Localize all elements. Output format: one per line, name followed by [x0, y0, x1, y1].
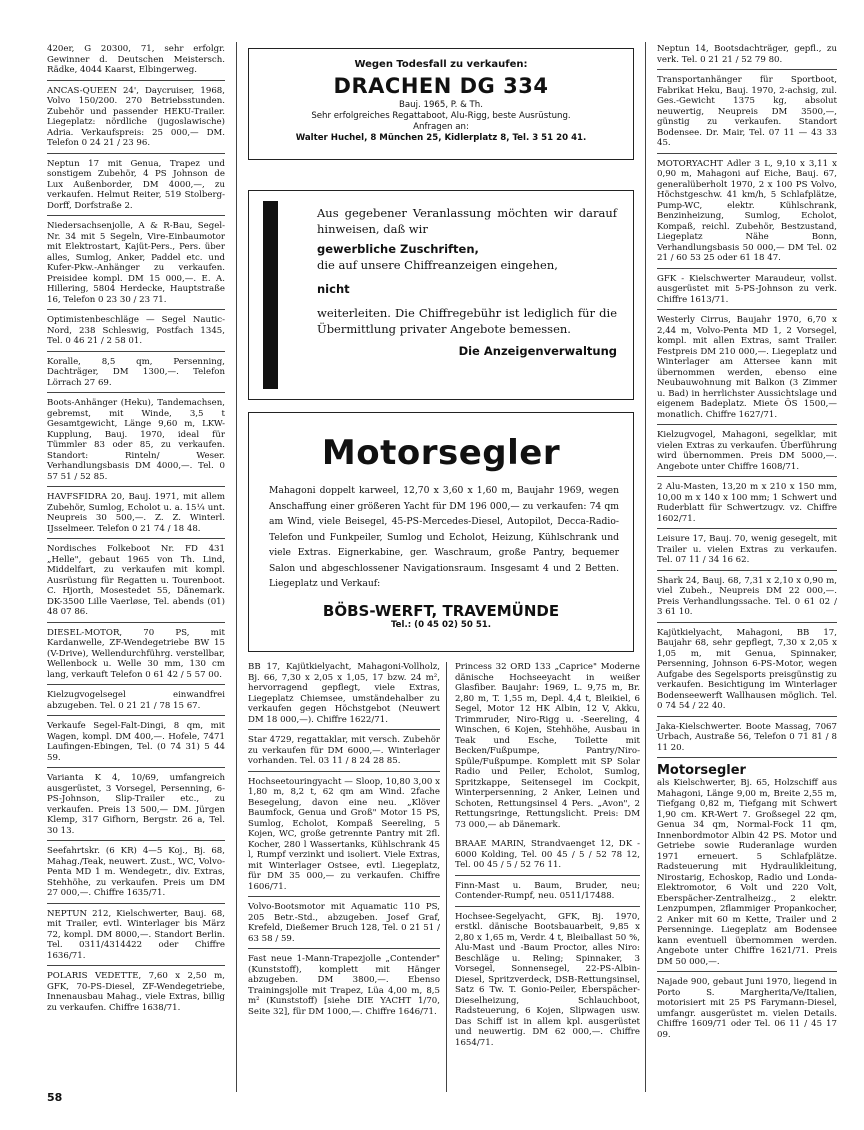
column-rule	[236, 42, 237, 1092]
classified-ad: Leisure 17, Bauj. 70, wenig gesegelt, mit Trailer u. vielen Extras zu verkaufen. Tel. 07 11 / 34 16 62.	[657, 532, 837, 571]
classified-ad: Neptun 17 mit Genua, Trapez und sonstigem Zubehör, 4 PS Johnson de Lux Außenborder, DM 4000,—, zu verkaufen. Helmut Reiter, 519 Stolberg-Dorff, Dorfstraße 2.	[47, 157, 225, 217]
box-heading: Wegen Todesfall zu verkaufen:	[354, 59, 528, 70]
classified-column-3	[455, 660, 640, 1055]
box-title: Motorsegler	[321, 433, 561, 473]
classified-ad: Kielzugvogel, Mahagoni, segelklar, mit vielen Extras zu verkaufen. Überführung wird übernommen. Preis DM 5000,—. Angebote unter Chiffre 1608/71.	[657, 428, 837, 477]
notice-para: weiterleiten. Die Chiffregebühr ist lediglich für die Übermittlung privater Angebote bemessen.	[317, 306, 617, 336]
box-tel: Tel.: (0 45 02) 50 51.	[390, 619, 492, 630]
notice-emphasis: nicht	[317, 282, 350, 296]
classified-column-4	[657, 42, 837, 1047]
box-line: Bauj. 1965, P. & Th.	[399, 100, 483, 110]
classified-ad: Najade 900, gebaut Juni 1970, liegend in Porto S. Margherita/Ve/Italien, motorisiert mit 25 PS Farymann-Diesel, umfangr. ausgerüstet m. vielen Details. Chiffre 1609/71 oder Tel. 06 11 / 45 17 09.	[657, 977, 837, 1040]
classified-ad: Niedersachsenjolle, A & R-Bau, Segel-Nr. 34 mit 5 Segeln, Vire-Einbaumotor mit Elektrostart, Kajüt-Pers., Pers. über alles, Sumlog, Anker, Paddel etc. und Kufer-Pkw.-Anhänger zu verkaufen. Preisidee kompl. DM 15 000,—. E. A. Hillering, 5804 Herdecke, Hauptstraße 16, Telefon 0 23 30 / 23 71.	[47, 219, 225, 310]
classified-column-1	[47, 42, 225, 1020]
classified-ad: Nordisches Folkeboot Nr. FD 431 „Helle", gebaut 1965 von Th. Lind, Middelfart, zu verkaufen mit kompl. Ausrüstung für Regatten u. Tourenboot. C. Hjorth, Mosestedet 55, Dänemark. DK-3500 Lille Vaerløse, Tel. abends (01) 48 07 86.	[47, 542, 225, 623]
box-line: Sehr erfolgreiches Regattaboot, Alu-Rigg, beste Ausrüstung.	[311, 111, 571, 121]
page-number: 58	[47, 1091, 63, 1104]
notice-box	[248, 190, 634, 400]
classified-ad: Shark 24, Bauj. 68, 7,31 x 2,10 x 0,90 m, viel Zubeh., Neupreis DM 22 000,—. Preis Verhandlungssache. Tel. 0 61 02 / 3 61 10.	[657, 574, 837, 623]
classified-ad: 420er, G 20300, 71, sehr erfolgr. Gewinner d. Deutschen Meistersch. Rädke, 4044 Kaarst, Elbingerweg.	[47, 42, 225, 81]
classified-ad: ANCAS-QUEEN 24', Daycruiser, 1968, Volvo 150/200. 270 Betriebsstunden. Zubehör und passender HEKU-Trailer. Liegeplatz: nördliche (jugoslawische) Adria. Verkaufspreis: 25 000,— DM. Telefon 0 24 21 / 23 96.	[47, 84, 225, 154]
notice-para: Aus gegebener Veranlassung möchten wir darauf hinweisen, daß wir	[317, 206, 617, 236]
classified-ad: POLARIS VEDETTE, 7,60 x 2,50 m, GFK, 70-PS-Diesel, ZF-Wendegetriebe, Innenausbau Mahag., viele Extras, billig zu verkaufen. Chiffre 1638/71.	[47, 971, 225, 1013]
box-yard: BÖBS-WERFT, TRAVEMÜNDE	[322, 601, 560, 620]
notice-para: die auf unsere Chiffreanzeigen eingehen,	[317, 258, 558, 272]
box-line: Anfragen an:	[413, 122, 469, 132]
classified-ad: MOTORYACHT Adler 3 L, 9,10 x 3,11 x 0,90 m, Mahagoni auf Eiche, Bauj. 67, generalüberholt 1970, 2 x 100 PS Volvo, Höchstgeschw. 41 km/h, 5 Schlafplätze, Pump-WC, elektr. Kühlschrank, Benzinheizung, Sumlog, Echolot, Kompaß, reichl. Zubehör, Bestzustand, Liegeplatz Nähe Bonn, Verhandlungsbasis 50 000,— DM Tel. 02 21 / 60 53 25 oder 61 18 47.	[657, 157, 837, 269]
classified-ad: BRAAE MARIN, Strandvaenget 12, DK - 6000 Kolding, Tel. 00 45 / 5 / 52 78 12, Tel. 00 45 / 5 / 52 76 11.	[455, 837, 640, 876]
classified-ad: HAVFSFIDRA 20, Bauj. 1971, mit allem Zubehör, Sumlog, Echolot u. a. 15¼ unt. Neupreis 30 500,—. Z. Z. Winterl. IJsselmeer. Telefon 0 21 74 / 18 48.	[47, 490, 225, 539]
notice-emphasis: gewerbliche Zuschriften,	[317, 242, 479, 256]
classified-ad: Hochsee-Segelyacht, GFK, Bj. 1970, erstkl. dänische Bootsbauarbeit, 9,85 x 2,80 x 1,65 m, Verdr. 4 t, Bleiballast 50 %, Alu-Mast und -Baum Proctor, alles Niro: Beschläge u. Reling; Spinnaker, 3 Vorsegel, Sonnensegel, 22-PS-Albin-Diesel, Spritzverdeck, DSB-Rettungsinsel, Satz 6 Tw. T. Gonio-Peiler, Eberspächer-Dieselheizung, Schlauchboot, Radsteuerung, 6 Kojen, Slipwagen usw. Das Schiff ist in allem kpl. ausgerüstet und neuwertig. DM 62 000,—. Chiffre 1654/71.	[455, 911, 640, 1048]
classified-ad: Princess 32 ORD 133 „Caprice" Moderne dänische Hochseeyacht in weißer Glasfiber. Baujahr: 1969, L. 9,75 m, Br. 2,80 m, T. 1,55 m, Depl. 4,4 t, Bleikiel, 6 Segel, Motor 12 HK Albin, 12 V, Akku, Trimmruder, Niro-Rigg u. -Seereling, 4 Winschen, 6 Kojen, Stehhöhe, Ausbau in Teak und Esche, Toilette mit Becken/Fußpumpe, Pantry/Niro-Spüle/Fußpumpe. Komplett mit SP Solar Radio und Peiler, Echolot, Sumlog, Spritzkappe, Seitensegel im Cockpit, Winterpersenning, 2 Anker, Leinen und Schoten, Rettungsinsel 4 Pers. „Avon", 2 Rettungsringe, Rettungslicht. Preis: DM 73 000,— ab Dänemark.	[455, 662, 640, 830]
classified-ad: Westerly Cirrus, Baujahr 1970, 6,70 x 2,44 m, Volvo-Penta MD 1, 2 Vorsegel, kompl. mit allen Extras, samt Trailer. Festpreis DM 210 000,—. Liegeplatz und Winterlager am Attersee kann mit übernommen werden, ebenso eine Neubauwohnung mit Balkon (3 Zimmer u. Bad) in herrlichster Aussichtslage und eigenem Badeplatz. Miete ÖS 1500,— monatlich. Chiffre 1627/71.	[657, 313, 837, 425]
column-rule	[446, 662, 447, 1092]
classified-ad: Fast neue 1-Mann-Trapezjolle „Contender" (Kunststoff), komplett mit Hänger abzugeben. DM 3800,—. Ebenso Trainingsjolle mit Trapez, Lüa 4,00 m, 8,5 m² (Kunststoff) [siehe DIE YACHT 1/70, Seite 32], für DM 1000,—. Chiffre 1646/71.	[248, 954, 440, 1017]
classified-ad: Hochseetouringyacht — Sloop, 10,80 3,00 x 1,80 m, 8,2 t, 62 qm am Wind. 2fache Besegelung, davon eine neu. „Klöver Baumfock, Genua und Groß" Motor 15 PS, Sumlog, Echolot, Kompaß Seereling, 5 Kojen, WC, große getrennte Pantry mit 2fl. Kocher, 280 l Wassertanks, Kühlschrank 45 l, Rumpf verzinkt und isoliert. Viele Extras, mit Winterlager Ostsee, evtl. Liegeplatz, für DM 35 000,— zu verkaufen. Chiffre 1606/71.	[248, 775, 440, 898]
classified-ad: Jaka-Kielschwerter. Boote Massag, 7067 Urbach, Austraße 56, Telefon 0 71 81 / 8 11 20.	[657, 720, 837, 759]
black-bar	[263, 201, 278, 389]
classified-ad	[657, 761, 837, 972]
classified-ad: NEPTUN 212, Kielschwerter, Bauj. 68, mit Trailer, evtl. Winterlager bis März 72, kompl. DM 8000,—. Standort Berlin. Tel. 0311/4314422 oder Chiffre 1636/71.	[47, 907, 225, 967]
column-rule	[645, 42, 646, 1092]
motorsegler-ad-box	[248, 412, 634, 652]
classified-ad: Boots-Anhänger (Heku), Tandemachsen, gebremst, mit Winde, 3,5 t Gesamtgewicht, Länge 9,60 m, LKW-Kupplung, Bauj. 1970, ideal für Tümmler 83 oder 85, zu verkaufen. Standort: Rinteln/ Weser. Verhandlungsbasis DM 4000,—. Tel. 0 57 51 / 52 85.	[47, 396, 225, 487]
classified-ad: Transportanhänger für Sportboot, Fabrikat Heku, Bauj. 1970, 2-achsig, zul. Ges.-Gewicht 1375 kg, absolut neuwertig, Neupreis DM 3500,—, günstig zu verkaufen. Standort Bodensee. Dr. Mair, Tel. 07 11 — 43 33 45.	[657, 73, 837, 154]
classified-ad: Kielzugvogelsegel einwandfrei abzugeben. Tel. 0 21 21 / 78 15 67.	[47, 688, 225, 716]
classified-ad: Varianta K 4, 10/69, umfangreich ausgerüstet, 3 Vorsegel, Persenning, 6-PS-Johnson, Slip-Trailer etc., zu verkaufen. Preis 13 500,— DM. Jürgen Klemp, 317 Gifhorn, Bergstr. 26 a, Tel. 30 13.	[47, 771, 225, 841]
classified-ad: Star 4729, regattaklar, mit versch. Zubehör zu verkaufen für DM 6000,—. Winterlager vorhanden. Tel. 03 11 / 8 24 28 85.	[248, 733, 440, 772]
classified-ad: 2 Alu-Masten, 13,20 m x 210 x 150 mm, 10,00 m x 140 x 100 mm; 1 Schwert und Ruderblatt für Schwertzugv. vz. Chiffre 1602/71.	[657, 480, 837, 529]
classified-ad: Finn-Mast u. Baum, Bruder, neu; Contender-Rumpf, neu. 0511/17488.	[455, 879, 640, 907]
classified-ad: Neptun 14, Bootsdachträger, gepfl., zu verk. Tel. 0 21 21 / 52 79 80.	[657, 42, 837, 70]
classified-ad: GFK - Kielschwerter Maraudeur, vollst. ausgerüstet mit 5-PS-Johnson zu verk. Chiffre 1613/71.	[657, 272, 837, 311]
notice-signature: Die Anzeigenverwaltung	[458, 344, 617, 358]
drachen-ad-box	[248, 48, 634, 160]
classified-ad: Kajütkielyacht, Mahagoni, BB 17, Baujahr 68, sehr gepflegt, 7,30 x 2,05 x 1,05 m, mit Genua, Spinnaker, Persenning, Johnson 6-PS-Motor, wegen Aufgabe des Segelsports preisgünstig zu verkaufen. Besichtigung im Winterlager Bodenseewerft Wallhausen möglich. Tel. 0 74 54 / 22 40.	[657, 626, 837, 717]
classified-ad: Verkaufe Segel-Falt-Dingi, 8 qm, mit Wagen, kompl. DM 400,—. Hofele, 7471 Laufingen-Ebingen, Tel. (0 74 31) 5 44 59.	[47, 719, 225, 768]
classified-ad: Seefahrtskr. (6 KR) 4—5 Koj., Bj. 68, Mahag./Teak, neuwert. Zust., WC, Volvo-Penta MD 1 m. Wendegetr., div. Extras, Stehhöhe, zu verkaufen. Preis um DM 27 000,—. Chiffre 1635/71.	[47, 844, 225, 904]
classified-ad: BB 17, Kajütkielyacht, Mahagoni-Vollholz, Bj. 66, 7,30 x 2,05 x 1,05, 17 bzw. 24 m², hervorragend gepflegt, viele Extras, Liegeplatz Chiemsee, umständehalber zu verkaufen gegen Höchstgebot (Neuwert DM 18 000,—). Chiffre 1622/71.	[248, 660, 440, 730]
classified-ad: Volvo-Bootsmotor mit Aquamatic 110 PS, 205 Betr.-Std., abzugeben. Josef Graf, Krefeld, Dießemer Bruch 128, Tel. 0 21 51 / 63 58 / 59.	[248, 900, 440, 949]
classified-ad: Koralle, 8,5 qm, Persenning, Dachträger, DM 1300,—. Telefon Lörrach 27 69.	[47, 355, 225, 394]
classified-ad: DIESEL-MOTOR, 70 PS, mit Kardanwelle, ZF-Wendegetriebe BW 15 (V-Drive), Wellendurchführg. verstellbar, Wellenbock u. Welle 30 mm, 130 cm lang, verkauft Telefon 0 61 42 / 5 57 00.	[47, 626, 225, 686]
classified-ad: Optimistenbeschläge — Segel Nautic-Nord, 238 Schleswig, Postfach 1345, Tel. 0 46 21 / 2 58 01.	[47, 313, 225, 352]
box-text: Mahagoni doppelt karweel, 12,70 x 3,60 x 1,60 m, Baujahr 1969, wegen Anschaffung einer größeren Yacht für DM 196 000,— zu verkaufen: 74 qm am Wind, viele Beisegel, 45-PS-Mercedes-Diesel, Autopilot, Decca-Radio-Telefon und Funkpeiler, Sumlog und Echolot, Heizung, Kühlschrank und viele Extras. Eignerkabine, ger. Waschraum, große Pantry, bequemer Salon und abgeschlossener Navigationsraum. Insgesamt 4 und 2 Betten. Liegeplatz und Verkauf:	[269, 485, 619, 589]
notice-text	[317, 205, 617, 359]
box-contact: Walter Huchel, 8 München 25, Kidlerplatz 8, Tel. 3 51 20 41.	[295, 133, 587, 143]
ad-body: als Kielschwerter, Bj. 65, Holzschiff aus Mahagoni, Länge 9,00 m, Breite 2,55 m, Tiefgang 0,82 m, Tiefgang mit Schwert 1,90 cm. KR-Wert 7. Großsegel 22 qm, Genua 34 qm, Normal-Fock 11 qm, Innenbordmotor Albin 42 PS. Motor und Getriebe sowie Ruderanlage wurden 1971 erneuert. 5 Schlafplätze. Radsteuerung mit Hydraulikleitung, Nirostarig, Echoskop, Radio und Londa-Elektromotor, 6 Volt und 220 Volt, Eberspächer-Zentralheizg., 2 elektr. Lenzpumpen, 2flammiger Propankocher, 2 Anker mit 60 m Kette, Trailer und 2 Persenninge. Liegeplatz am Bodensee kann eventuell übernommen werden. Angebote unter Chiffre 1621/71. Preis DM 50 000,—.	[657, 778, 837, 967]
ad-heading: Motorsegler	[657, 763, 746, 778]
box-title: DRACHEN DG 334	[333, 74, 549, 98]
classified-column-2	[248, 660, 440, 1024]
